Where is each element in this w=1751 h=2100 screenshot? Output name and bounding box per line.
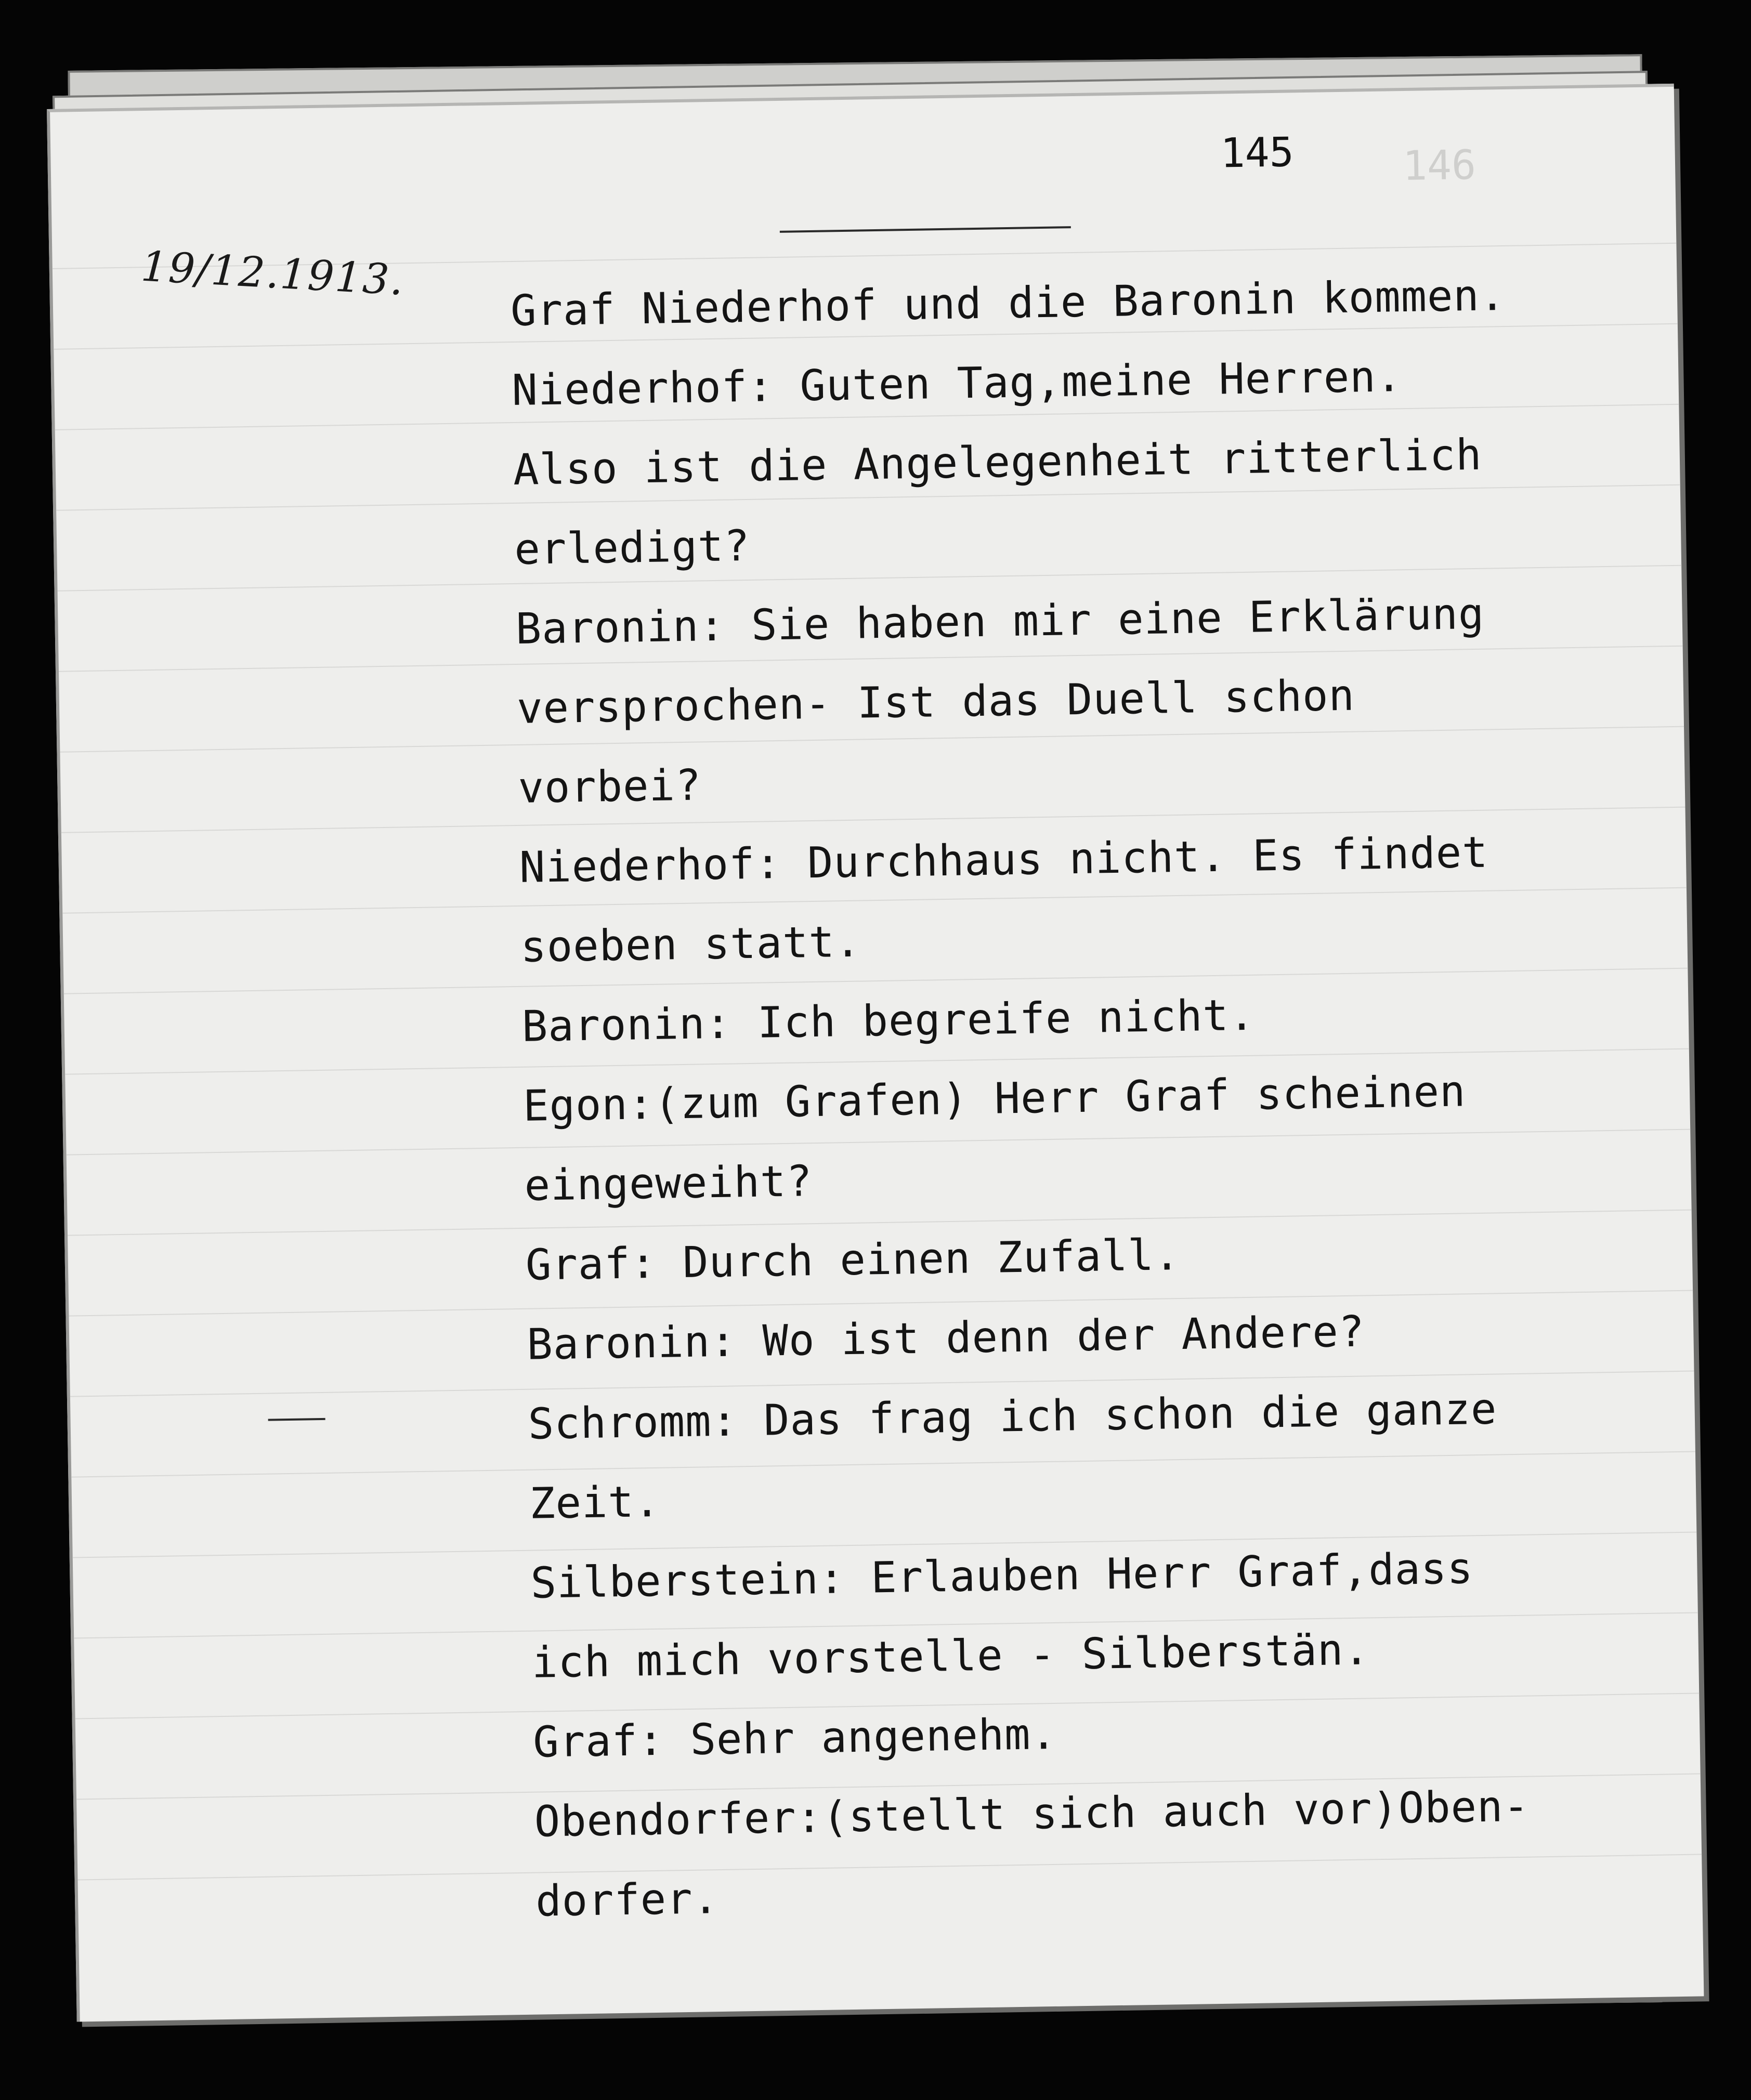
script-line: soeben statt. xyxy=(520,917,861,972)
margin-mark xyxy=(268,1418,325,1421)
script-line: Silberstein: Erlauben Herr Graf,dass xyxy=(530,1544,1474,1608)
handwritten-date: 19/12.1913. xyxy=(139,242,406,305)
script-line: Baronin: Sie haben mir eine Erklärung xyxy=(515,589,1485,654)
script-line: Graf: Durch einen Zufall. xyxy=(525,1230,1181,1290)
script-text xyxy=(510,254,1654,1941)
script-line: dorfer. xyxy=(535,1874,720,1926)
script-line: eingeweiht? xyxy=(524,1157,813,1211)
script-line: Graf Niederhof und die Baronin kommen. xyxy=(510,270,1506,336)
script-line: Also ist die Angelegenheit ritterlich xyxy=(513,430,1483,495)
script-line: versprochen- Ist das Duell schon xyxy=(516,671,1355,733)
script-line: Obendorfer:(stellt sich auch vor)Oben- xyxy=(534,1781,1530,1847)
script-line: Baronin: Ich begreife nicht. xyxy=(521,990,1256,1052)
script-line: Niederhof: Durchhaus nicht. Es findet xyxy=(519,828,1489,892)
script-line: Niederhof: Guten Tag,meine Herren. xyxy=(511,352,1403,416)
page-number: 145 xyxy=(1220,129,1295,177)
script-line: erledigt? xyxy=(514,521,751,574)
script-line: Schromm: Das frag ich schon die ganze xyxy=(528,1384,1497,1449)
script-line: ich mich vorstelle - Silberstän. xyxy=(531,1625,1370,1688)
script-line: Graf: Sehr angenehm. xyxy=(532,1709,1057,1767)
bleed-through-page-number: 146 xyxy=(1402,141,1476,190)
underline-mark xyxy=(780,226,1071,233)
script-line: Baronin: Wo ist denn der Andere? xyxy=(526,1307,1365,1370)
script-line: Zeit. xyxy=(529,1477,661,1529)
script-line: Egon:(zum Grafen) Herr Graf scheinen xyxy=(522,1067,1467,1131)
script-line: vorbei? xyxy=(517,760,702,813)
typewritten-page xyxy=(47,84,1704,2022)
